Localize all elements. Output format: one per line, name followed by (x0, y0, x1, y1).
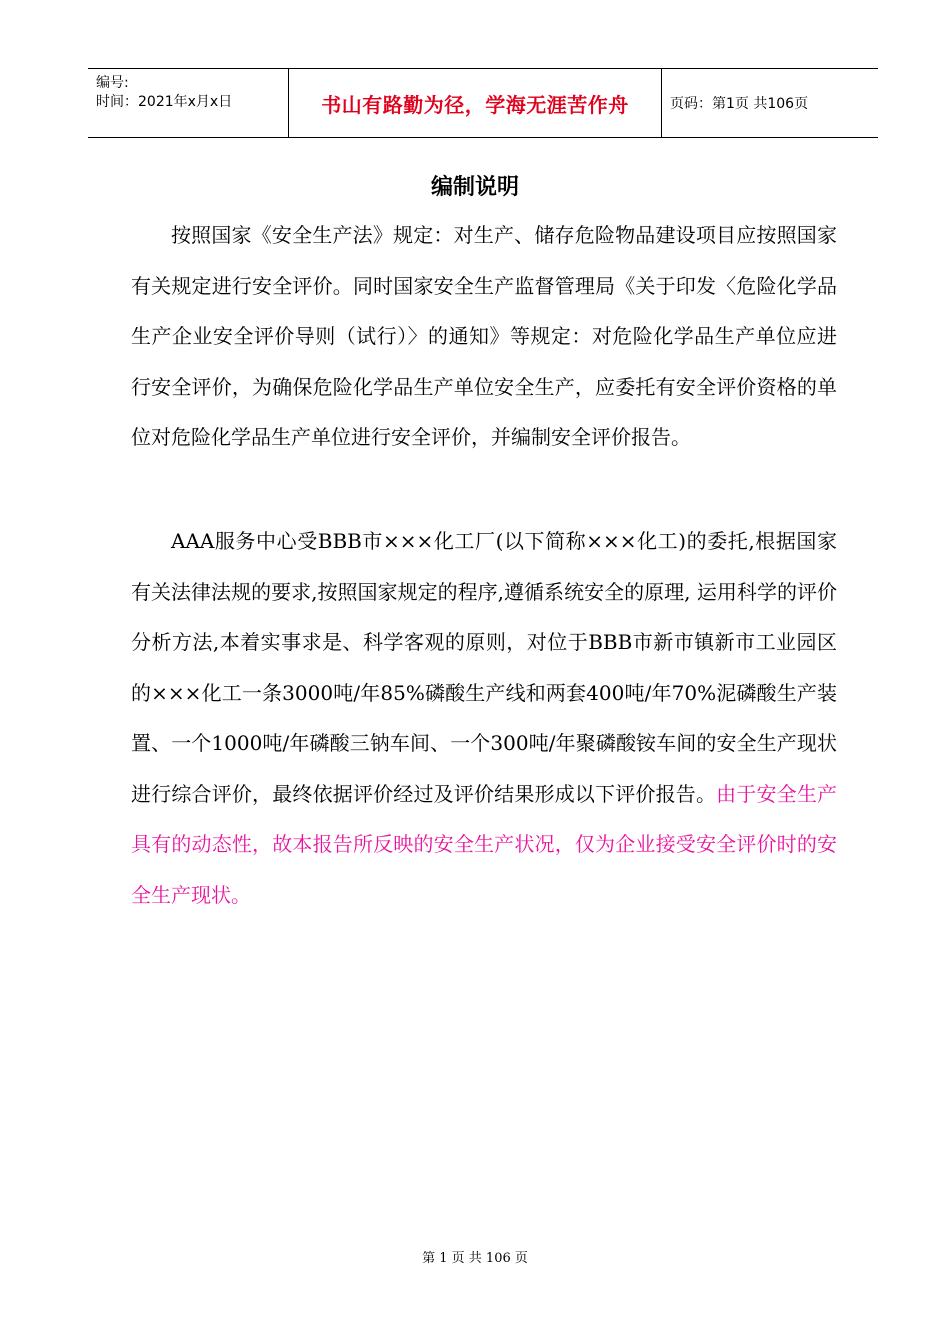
page-footer: 第 1 页 共 106 页 (422, 1251, 528, 1266)
date-label: 时间：2021年x月x日 (96, 94, 233, 110)
header-page-info: 页码：第1页 共106页 (670, 96, 809, 112)
document-title: 编制说明 (430, 175, 519, 200)
serial-number-label: 编号: (96, 75, 129, 91)
paragraph-scope (131, 516, 837, 920)
header-motto: 书山有路勤为径，学海无涯苦作舟 (321, 92, 629, 117)
header-motto-cell (289, 69, 662, 137)
highlighted-disclaimer: 由于安全生产具有的动态性，故本报告所反映的安全生产状况，仅为企业接受安全评价时的安全生产现状。 (131, 781, 838, 907)
header-page-cell (662, 69, 878, 137)
paragraph-scope-text: AAA服务中心受BBB市×××化工厂(以下简称×××化工)的委托,根据国家有关法律法规的要求,按照国家规定的程序,遵循系统安全的原理, 运用科学的评价分析方法,本着实事求是、科学客观的原则，对位于BBB市新市镇新市工业园区的×××化工一条3000吨/年85%磷酸生产线和两套400吨/年70%泥磷酸生产装置、一个1000吨/年磷酸三钠车间、一个300吨/年聚磷酸铵车间的安全生产现状进行综合评价，最终依据评价经过及评价结果形成以下评价报告。 (131, 529, 837, 806)
paragraph-regulation: 按照国家《安全生产法》规定：对生产、储存危险物品建设项目应按照国家有关规定进行安全评价。同时国家安全生产监督管理局《关于印发〈危险化学品生产企业安全评价导则（试行）〉的通知》等规定：对危险化学品生产单位应进行安全评价，为确保危险化学品生产单位安全生产，应委托有安全评价资格的单位对危险化学品生产单位进行安全评价，并编制安全评价报告。 (131, 223, 837, 449)
page-header (88, 68, 878, 138)
header-meta-cell (88, 69, 289, 137)
